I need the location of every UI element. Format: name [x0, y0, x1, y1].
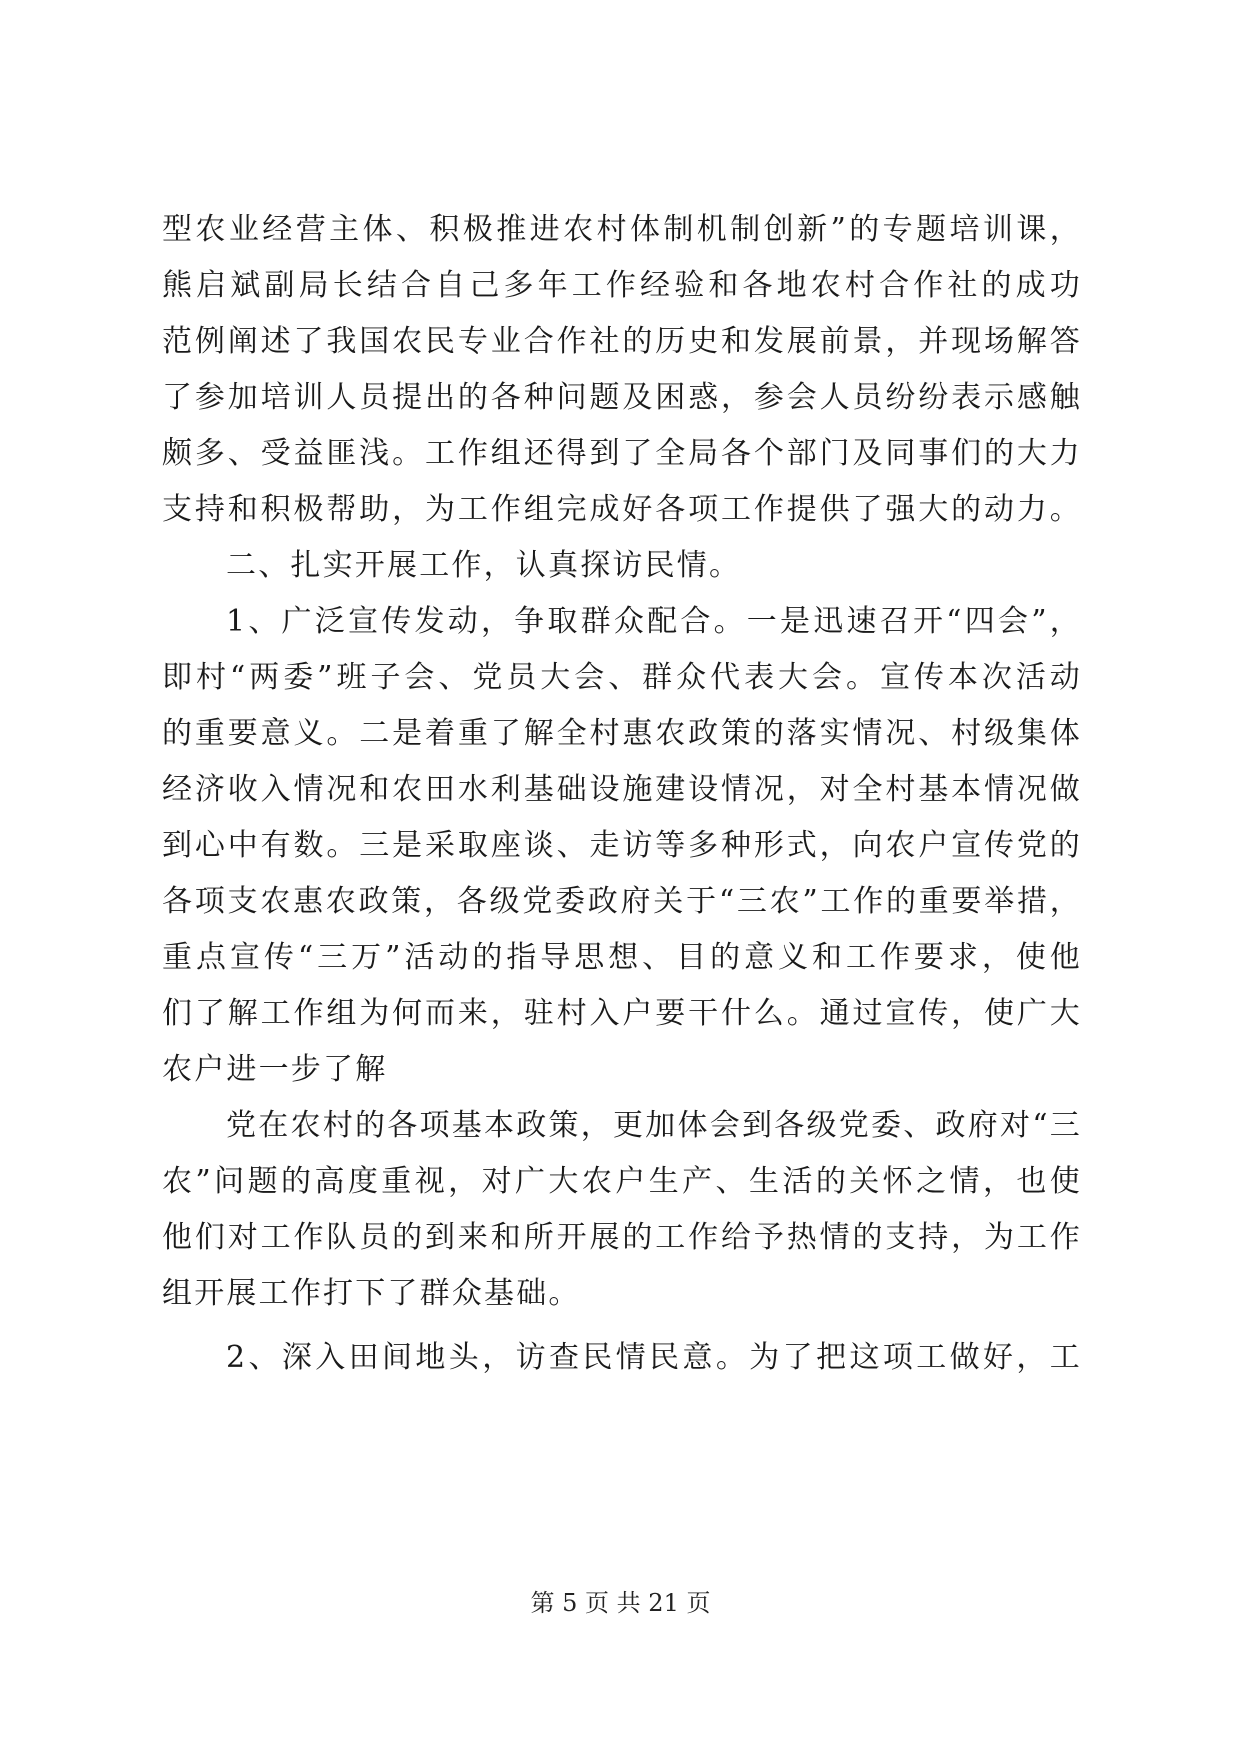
text-line: 各项支农惠农政策，各级党委政府关于“三农”工作的重要举措，	[162, 884, 1082, 919]
text-line: 了参加培训人员提出的各种问题及困惑，参会人员纷纷表示感触	[162, 380, 1082, 415]
text-line: 1、广泛宣传发动，争取群众配合。一是迅速召开“四会”，	[226, 604, 1082, 639]
text-line: 熊启斌副局长结合自己多年工作经验和各地农村合作社的成功	[162, 268, 1082, 303]
text-line: 的重要意义。二是着重了解全村惠农政策的落实情况、村级集体	[162, 716, 1082, 751]
text-line: 即村“两委”班子会、党员大会、群众代表大会。宣传本次活动	[162, 660, 1082, 695]
text-line: 型农业经营主体、积极推进农村体制机制创新”的专题培训课，	[162, 212, 1082, 247]
page-number-footer: 第 5 页 共 21 页	[530, 1589, 711, 1617]
text-line: 农户进一步了解	[162, 1052, 388, 1087]
text-line: 农”问题的高度重视，对广大农户生产、生活的关怀之情，也使	[162, 1164, 1082, 1199]
text-line: 2、深入田间地头，访查民情民意。为了把这项工做好，工	[226, 1340, 1082, 1375]
text-line: 范例阐述了我国农民专业合作社的历史和发展前景，并现场解答	[162, 324, 1082, 359]
text-line: 组开展工作打下了群众基础。	[162, 1276, 581, 1311]
text-line: 经济收入情况和农田水利基础设施建设情况，对全村基本情况做	[162, 772, 1082, 807]
text-line: 支持和积极帮助，为工作组完成好各项工作提供了强大的动力。	[162, 492, 1082, 527]
section-heading: 二、扎实开展工作，认真探访民情。	[226, 548, 742, 583]
text-line: 们了解工作组为何而来，驻村入户要干什么。通过宣传，使广大	[162, 996, 1082, 1031]
text-line: 到心中有数。三是采取座谈、走访等多种形式，向农户宣传党的	[162, 828, 1082, 863]
text-line: 颇多、受益匪浅。工作组还得到了全局各个部门及同事们的大力	[162, 436, 1082, 471]
text-line: 党在农村的各项基本政策，更加体会到各级党委、政府对“三	[226, 1108, 1082, 1143]
text-line: 他们对工作队员的到来和所开展的工作给予热情的支持，为工作	[162, 1220, 1082, 1255]
text-line: 重点宣传“三万”活动的指导思想、目的意义和工作要求，使他	[162, 940, 1082, 975]
